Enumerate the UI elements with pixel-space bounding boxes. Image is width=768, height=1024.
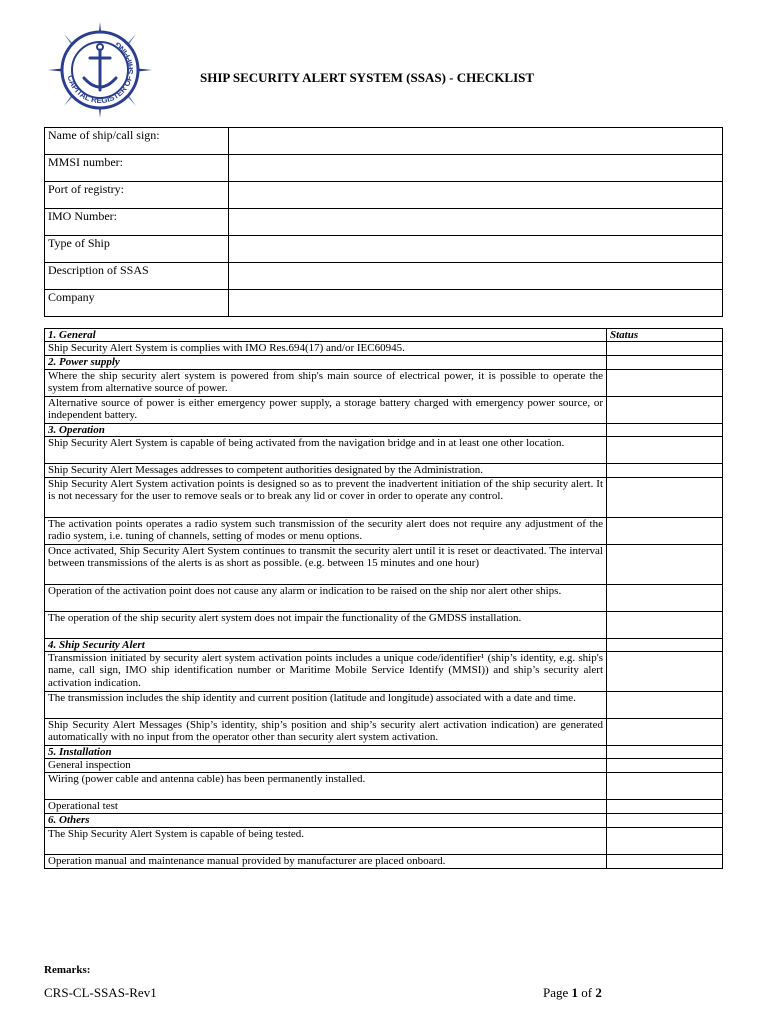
section-heading: 3. Operation: [45, 423, 607, 436]
checklist-section-row: [45, 356, 723, 369]
checklist-item-text: The transmission includes the ship identity and current position (latitude and longitude) associated with a date and time.: [45, 692, 607, 719]
info-label: Company: [45, 290, 229, 317]
info-row: [45, 128, 723, 155]
checklist-item-text: Alternative source of power is either emergency power supply, a storage battery charged with emergency power source, or independent battery.: [45, 396, 607, 423]
section-heading: 5. Installation: [45, 746, 607, 759]
status-cell[interactable]: [607, 746, 723, 759]
checklist-item-text: The activation points operates a radio system such transmission of the security alert does not require any adjustment of the radio system, i.e. tuning of channels, setting of modes or menu options.: [45, 517, 607, 544]
status-cell[interactable]: [607, 477, 723, 517]
status-cell[interactable]: [607, 827, 723, 854]
checklist-section-row: [45, 329, 723, 342]
checklist-item-row: [45, 477, 723, 517]
checklist-item-text: Once activated, Ship Security Alert System continues to transmit the security alert until it is reset or deactivated. The interval between transmissions of the alerts is as short as possible. (e.g. between 15 minutes and one hour): [45, 544, 607, 584]
checklist-item-text: Operational test: [45, 800, 607, 814]
status-cell[interactable]: [607, 611, 723, 638]
checklist-item-text: Operation manual and maintenance manual provided by manufacturer are placed onboard.: [45, 854, 607, 868]
status-cell[interactable]: [607, 773, 723, 800]
checklist-item-row: [45, 584, 723, 611]
info-row: [45, 155, 723, 182]
status-cell[interactable]: [607, 436, 723, 463]
document-reference: CRS-CL-SSAS-Rev1: [44, 985, 157, 1000]
info-label: Description of SSAS: [45, 263, 229, 290]
company-logo: [44, 20, 156, 120]
status-cell[interactable]: [607, 356, 723, 369]
info-value-field[interactable]: [229, 209, 723, 236]
info-value-field[interactable]: [229, 128, 723, 155]
status-cell[interactable]: [607, 692, 723, 719]
status-cell[interactable]: [607, 759, 723, 773]
info-value-field[interactable]: [229, 263, 723, 290]
info-value-field[interactable]: [229, 182, 723, 209]
checklist-item-text: Ship Security Alert System is complies with IMO Res.694(17) and/or IEC60945.: [45, 342, 607, 356]
checklist-item-text: Where the ship security alert system is powered from ship's main source of electrical power, it is possible to operate the system from alternative source of power.: [45, 369, 607, 396]
checklist-item-row: [45, 652, 723, 692]
svg-text:CAPITAL REGISTER OF SHIPPING: CAPITAL REGISTER OF SHIPPING: [65, 40, 136, 106]
page-current: 1: [571, 985, 579, 1000]
page-number: [543, 985, 602, 1001]
checklist-item-text: The Ship Security Alert System is capable of being tested.: [45, 827, 607, 854]
checklist-item-text: Transmission initiated by security alert system activation points includes a unique code/identifier¹ (ship’s identity, e.g. ship's name, call sign, IMO ship identification number or Maritime Mobile Service Identify (MMSI)) and ship’s security alert activation indication.: [45, 652, 607, 692]
checklist-item-row: [45, 759, 723, 773]
checklist-item-text: Wiring (power cable and antenna cable) has been permanently installed.: [45, 773, 607, 800]
status-cell[interactable]: [607, 800, 723, 814]
status-header: Status: [607, 329, 723, 342]
info-label: Name of ship/call sign:: [45, 128, 229, 155]
checklist-section-row: [45, 814, 723, 827]
status-cell[interactable]: [607, 369, 723, 396]
checklist-item-row: [45, 719, 723, 746]
remarks-label: Remarks:: [44, 964, 91, 976]
info-row: [45, 263, 723, 290]
checklist-item-row: [45, 517, 723, 544]
status-cell[interactable]: [607, 544, 723, 584]
checklist-item-row: [45, 342, 723, 356]
page-of: of: [581, 985, 593, 1000]
checklist-item-text: Ship Security Alert Messages (Ship’s identity, ship’s position and ship’s security alert activation indication) are generated automatically with no input from the operator other than security alert system activation.: [45, 719, 607, 746]
checklist-item-row: [45, 854, 723, 868]
status-cell[interactable]: [607, 463, 723, 477]
checklist-item-row: [45, 396, 723, 423]
checklist-section-row: [45, 638, 723, 651]
info-value-field[interactable]: [229, 155, 723, 182]
status-cell[interactable]: [607, 638, 723, 651]
ship-info-table: [44, 127, 723, 317]
checklist-item-text: The operation of the ship security alert system does not impair the functionality of the GMDSS installation.: [45, 611, 607, 638]
section-heading: 1. General: [45, 329, 607, 342]
page-title: SHIP SECURITY ALERT SYSTEM (SSAS) - CHECKLIST: [200, 70, 535, 85]
info-value-field[interactable]: [229, 290, 723, 317]
status-cell[interactable]: [607, 652, 723, 692]
checklist-item-row: [45, 369, 723, 396]
status-cell[interactable]: [607, 584, 723, 611]
info-row: [45, 182, 723, 209]
section-heading: 6. Others: [45, 814, 607, 827]
checklist-item-row: [45, 611, 723, 638]
checklist-item-row: [45, 463, 723, 477]
info-label: Port of registry:: [45, 182, 229, 209]
status-cell[interactable]: [607, 814, 723, 827]
status-cell[interactable]: [607, 517, 723, 544]
checklist-table: [44, 328, 723, 869]
checklist-item-text: Ship Security Alert System activation points is designed so as to prevent the inadvertent initiation of the ship security alert. It is not necessary for the user to remove seals or to break any lid or cover in order to operate any control.: [45, 477, 607, 517]
checklist-item-text: Ship Security Alert Messages addresses to competent authorities designated by the Administration.: [45, 463, 607, 477]
checklist-section-row: [45, 423, 723, 436]
info-label: IMO Number:: [45, 209, 229, 236]
status-cell[interactable]: [607, 423, 723, 436]
status-cell[interactable]: [607, 719, 723, 746]
checklist-item-text: Operation of the activation point does not cause any alarm or indication to be raised on the ship nor alert other ships.: [45, 584, 607, 611]
checklist-item-text: General inspection: [45, 759, 607, 773]
checklist-item-row: [45, 800, 723, 814]
status-cell[interactable]: [607, 342, 723, 356]
checklist-item-row: [45, 692, 723, 719]
info-row: [45, 209, 723, 236]
status-cell[interactable]: [607, 854, 723, 868]
status-cell[interactable]: [607, 396, 723, 423]
checklist-section-row: [45, 746, 723, 759]
page-total: 2: [595, 985, 602, 1000]
info-row: [45, 290, 723, 317]
info-row: [45, 236, 723, 263]
checklist-item-row: [45, 773, 723, 800]
checklist-item-row: [45, 827, 723, 854]
checklist-item-row: [45, 544, 723, 584]
info-value-field[interactable]: [229, 236, 723, 263]
checklist-item-text: Ship Security Alert System is capable of being activated from the navigation bridge and in at least one other location.: [45, 436, 607, 463]
section-heading: 2. Power supply: [45, 356, 607, 369]
info-label: Type of Ship: [45, 236, 229, 263]
page-prefix: Page: [543, 985, 569, 1000]
checklist-item-row: [45, 436, 723, 463]
info-label: MMSI number:: [45, 155, 229, 182]
section-heading: 4. Ship Security Alert: [45, 638, 607, 651]
